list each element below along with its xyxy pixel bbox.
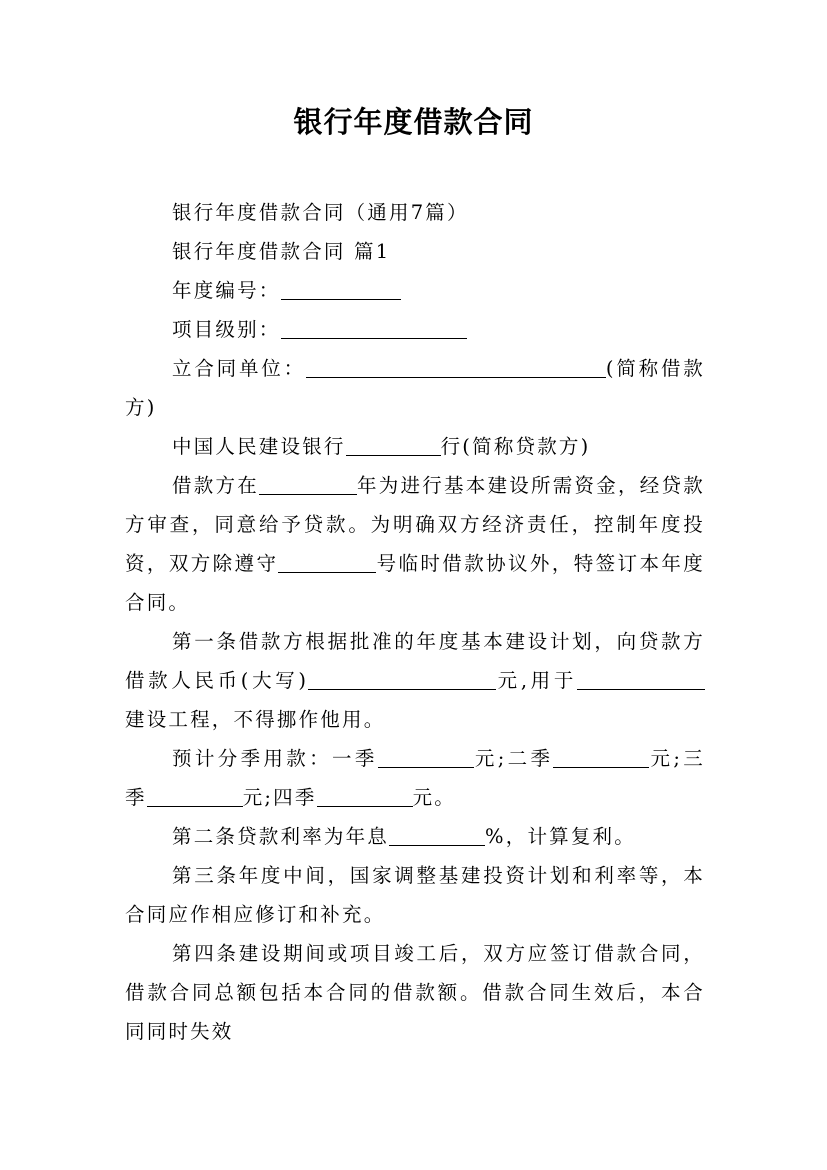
article-2-part1: 第二条贷款利率为年息 bbox=[172, 825, 390, 848]
article-1-purpose-blank bbox=[577, 669, 705, 690]
document-subtitle: 银行年度借款合同（通用7篇） bbox=[172, 201, 469, 224]
project-level-line bbox=[125, 310, 705, 349]
article-2-part2: %，计算复利。 bbox=[485, 825, 636, 848]
article-1-part2: 元,用于 bbox=[496, 669, 578, 692]
contracting-unit-line bbox=[125, 349, 705, 427]
project-level-blank bbox=[281, 318, 467, 339]
document-body bbox=[125, 193, 705, 1051]
article-1-part3: 建设工程，不得挪作他用。 bbox=[125, 708, 386, 731]
year-number-label: 年度编号： bbox=[172, 279, 281, 302]
bank-branch-blank bbox=[346, 435, 441, 456]
interest-rate-blank bbox=[389, 825, 485, 846]
quarter-2-blank bbox=[553, 747, 649, 768]
project-level-label: 项目级别： bbox=[172, 318, 281, 341]
article-1 bbox=[125, 622, 705, 739]
contracting-unit-blank bbox=[306, 357, 606, 378]
intro-part2: 年为进行基本建设所需资金，经贷款方审查，同意给予贷款。为明确双方经济责任，控制年度投资，双方除遵守 bbox=[125, 474, 705, 575]
quarter-4-blank bbox=[317, 786, 413, 807]
intro-part3: 号临时借款协议外，特签订本年度合同。 bbox=[125, 552, 705, 614]
quarterly-part2: 元;二季 bbox=[473, 747, 554, 770]
intro-paragraph bbox=[125, 466, 705, 622]
section-heading: 银行年度借款合同 篇1 bbox=[172, 240, 391, 263]
quarterly-part4: 元;四季 bbox=[242, 786, 317, 809]
intro-agreement-blank bbox=[278, 552, 376, 573]
quarterly-part3: 元;三季 bbox=[125, 747, 705, 809]
bank-line bbox=[125, 427, 705, 466]
year-number-line bbox=[125, 271, 705, 310]
contracting-unit-label: 立合同单位： bbox=[172, 357, 306, 380]
bank-line-prefix: 中国人民建设银行 bbox=[172, 435, 346, 458]
intro-year-blank bbox=[259, 474, 357, 495]
document-title: 银行年度借款合同 bbox=[293, 105, 534, 139]
intro-part1: 借款方在 bbox=[172, 474, 259, 497]
article-4: 第四条建设期间或项目竣工后，双方应签订借款合同，借款合同总额包括本合同的借款额。借款合同生效后，本合同同时失效 bbox=[125, 942, 705, 1043]
quarterly-part1: 预计分季用款：一季 bbox=[172, 747, 378, 770]
year-number-blank bbox=[281, 279, 401, 300]
article-2 bbox=[125, 817, 705, 856]
contracting-unit-suffix: (简称借款方) bbox=[125, 357, 706, 419]
article-1-part1: 第一条借款方根据批准的年度基本建设计划，向贷款方借款人民币(大写) bbox=[125, 630, 705, 692]
article-3: 第三条年度中间，国家调整基建投资计划和利率等，本合同应作相应修订和补充。 bbox=[125, 864, 705, 926]
quarterly-paragraph bbox=[125, 739, 705, 817]
quarterly-part5: 元。 bbox=[412, 786, 456, 809]
bank-line-suffix: 行(简称贷款方) bbox=[440, 435, 591, 458]
quarter-1-blank bbox=[378, 747, 474, 768]
article-1-amount-blank bbox=[308, 669, 496, 690]
quarter-3-blank bbox=[147, 786, 243, 807]
